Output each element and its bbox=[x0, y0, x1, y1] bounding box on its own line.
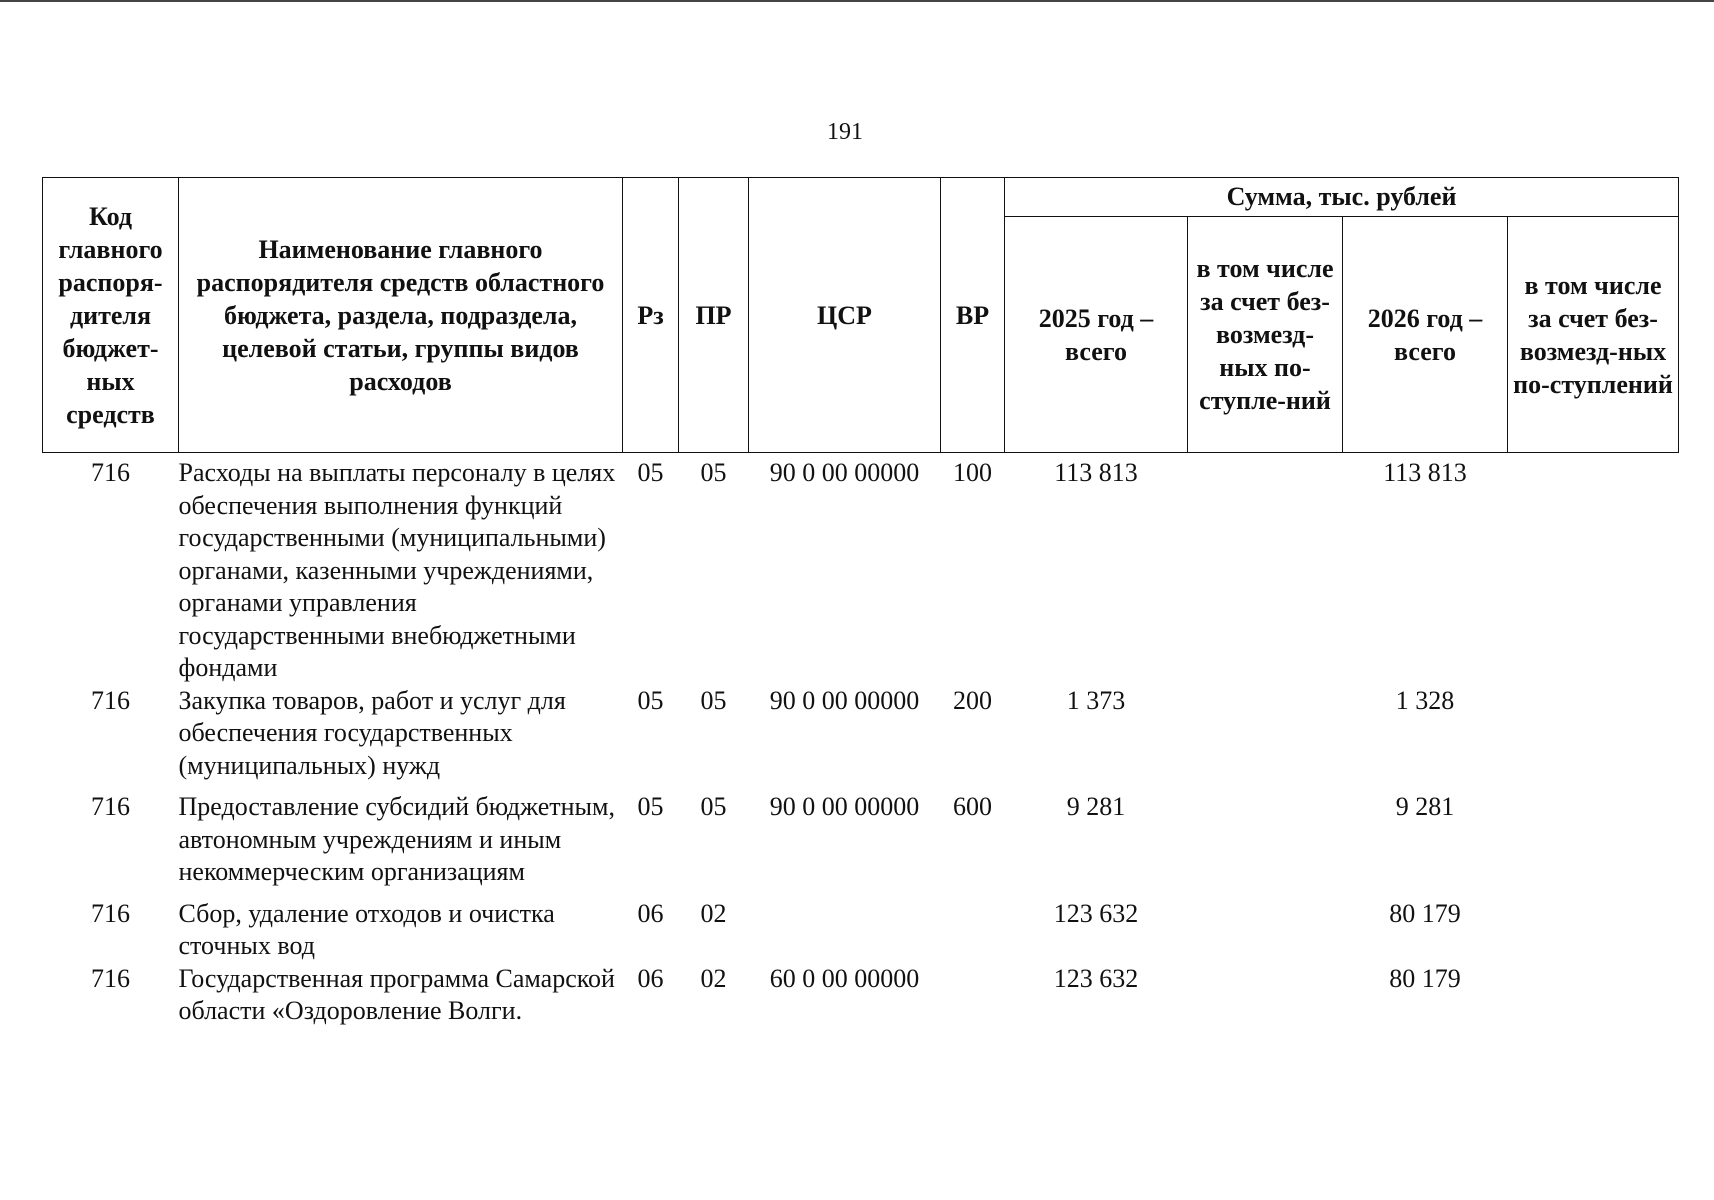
header-2026-total: 2026 год – всего bbox=[1343, 217, 1508, 453]
cell-vr bbox=[941, 898, 1005, 963]
table-body bbox=[43, 453, 1679, 1028]
cell-csr: 90 0 00 00000 bbox=[769, 685, 920, 715]
cell-vr bbox=[941, 963, 1005, 1028]
table-row bbox=[43, 685, 1679, 792]
table-header bbox=[43, 178, 1679, 453]
cell-name: Закупка товаров, работ и услуг для обеспечения государственных (муниципальных) нужд bbox=[178, 685, 566, 780]
cell-2025-total: 1 373 bbox=[1066, 685, 1126, 715]
page-number: 191 bbox=[827, 119, 863, 145]
cell-2025-total: 9 281 bbox=[1066, 792, 1126, 821]
cell-2026-total: 80 179 bbox=[1389, 898, 1461, 928]
cell-vr: 200 bbox=[953, 685, 992, 715]
cell-pr: 02 bbox=[700, 898, 727, 928]
header-code: Код главного распоря-дителя бюджет-ных средств bbox=[43, 178, 179, 453]
cell-2025-grants bbox=[1188, 898, 1343, 963]
header-2025-total: 2025 год – всего bbox=[1005, 217, 1188, 453]
cell-code: 716 bbox=[91, 792, 130, 821]
cell-2026-total: 113 813 bbox=[1383, 458, 1467, 487]
cell-2026-grants bbox=[1508, 685, 1679, 792]
cell-rz: 05 bbox=[637, 792, 664, 821]
cell-2025-grants bbox=[1188, 791, 1343, 898]
cell-rz: 05 bbox=[637, 458, 664, 487]
cell-name: Предоставление субсидий бюджетным, автономным учреждениям и иным некоммерческим организациям bbox=[178, 792, 615, 886]
table-row bbox=[43, 791, 1679, 898]
cell-rz: 05 bbox=[637, 685, 664, 715]
table-row bbox=[43, 963, 1679, 1028]
header-pr: ПР bbox=[679, 178, 749, 453]
header-name: Наименование главного распорядителя средств областного бюджета, раздела, подраздела, целевой статьи, группы видов расходов bbox=[179, 178, 623, 453]
cell-csr: 90 0 00 00000 bbox=[769, 792, 920, 821]
cell-2025-grants bbox=[1188, 685, 1343, 792]
cell-csr: 90 0 00 00000 bbox=[769, 458, 920, 487]
cell-pr: 05 bbox=[700, 685, 727, 715]
cell-2025-total: 123 632 bbox=[1053, 898, 1139, 928]
cell-2025-grants bbox=[1188, 963, 1343, 1028]
cell-pr: 05 bbox=[700, 792, 727, 821]
top-rule bbox=[0, 0, 1714, 2]
header-sum-group: Сумма, тыс. рублей bbox=[1005, 178, 1679, 217]
header-2026-grants: в том числе за счет без-возмезд-ных по-ступлений bbox=[1508, 217, 1679, 453]
cell-csr bbox=[749, 898, 941, 963]
cell-name: Сбор, удаление отходов и очистка сточных вод bbox=[178, 898, 555, 960]
cell-name: Расходы на выплаты персоналу в целях обеспечения выполнения функций государственными (муниципальными) органами, казенными учреждениями, органами управления государственными внебюджетными фондами bbox=[178, 458, 616, 682]
table-row bbox=[43, 453, 1679, 685]
cell-code: 716 bbox=[91, 963, 130, 993]
cell-code: 716 bbox=[91, 458, 130, 487]
cell-vr: 600 bbox=[953, 792, 992, 821]
header-rz: Рз bbox=[623, 178, 679, 453]
header-2025-grants: в том числе за счет без-возмезд-ных по-ступле-ний bbox=[1188, 217, 1343, 453]
cell-rz: 06 bbox=[637, 898, 664, 928]
cell-2026-total: 80 179 bbox=[1389, 963, 1461, 993]
table-row bbox=[43, 898, 1679, 963]
cell-2026-grants bbox=[1508, 791, 1679, 898]
cell-name: Государственная программа Самарской области «Оздоровление Волги. bbox=[178, 963, 615, 1025]
cell-2026-total: 9 281 bbox=[1395, 792, 1455, 821]
cell-2025-grants bbox=[1188, 453, 1343, 685]
cell-vr: 100 bbox=[953, 458, 992, 487]
cell-2026-grants bbox=[1508, 963, 1679, 1028]
header-vr: ВР bbox=[941, 178, 1005, 453]
cell-rz: 06 bbox=[637, 963, 664, 993]
cell-pr: 05 bbox=[700, 458, 727, 487]
cell-csr: 60 0 00 00000 bbox=[769, 963, 920, 993]
cell-code: 716 bbox=[91, 685, 130, 715]
cell-2026-total: 1 328 bbox=[1395, 685, 1455, 715]
budget-table bbox=[42, 177, 1679, 1028]
cell-2026-grants bbox=[1508, 898, 1679, 963]
cell-2026-grants bbox=[1508, 453, 1679, 685]
cell-2025-total: 123 632 bbox=[1053, 963, 1139, 993]
header-csr: ЦСР bbox=[749, 178, 941, 453]
cell-code: 716 bbox=[91, 898, 130, 928]
cell-2025-total: 113 813 bbox=[1054, 458, 1138, 487]
cell-pr: 02 bbox=[700, 963, 727, 993]
